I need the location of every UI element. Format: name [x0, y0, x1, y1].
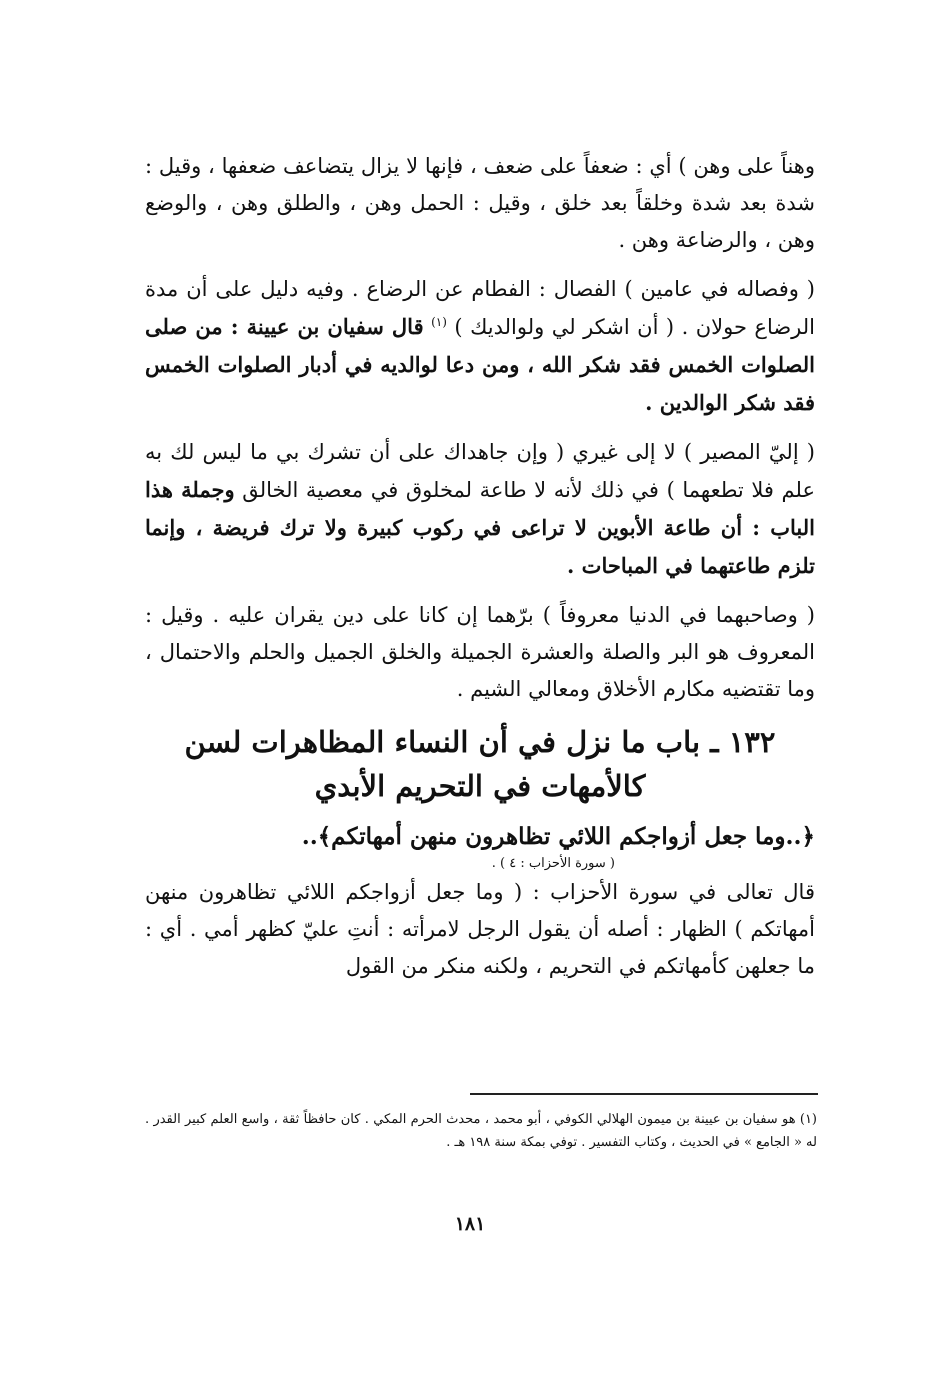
paragraph-2-bold: قال سفيان بن عيينة : من صلى الصلوات الخمس فقد شكر الله ، ومن دعا لوالديه في أدبار الصلوات الخمس فقد شكر الوالدين . — [145, 314, 815, 415]
footnote: (١) هو سفيان بن عيينة بن ميمون الهلالي الكوفي ، أبو محمد ، محدث الحرم المكي . كان حافظاً ثقة ، واسع العلم كبير القدر . له « الجامع » في الحديث ، وكتاب التفسير . توفي بمكة سنة ١٩٨ هـ . — [145, 1112, 817, 1150]
page-body — [145, 148, 815, 985]
final-paragraph: قال تعالى في سورة الأحزاب : ( وما جعل أزواجكم اللائي تظاهرون منهن أمهاتكم ) الظهار : أصله أن يقول الرجل لامرأته : أنتِ عليّ كظهر أمي . أي : ما جعلهن كأمهاتكم في التحريم ، ولكنه منكر من القول — [145, 880, 815, 978]
quran-reference: ( سورة الأحزاب : ٤ ) . — [491, 856, 615, 871]
page-number: ١٨١ — [454, 1213, 486, 1235]
paragraph-4-text: ( وصاحبهما في الدنيا معروفاً ) برّهما إن كانا على دين يقران عليه . وقيل : المعروف هو البر والصلة والعشرة الجميلة والخلق الجميل والحلم والاحتمال ، وما تقتضيه مكارم الأخلاق ومعالي الشيم . — [145, 603, 815, 701]
paragraph-4 — [145, 597, 815, 708]
footnote-divider — [470, 1093, 818, 1095]
chapter-title: ١٣٢ ـ باب ما نزل في أن النساء المظاهرات لسن كالأمهات في التحريم الأبدي — [184, 725, 776, 803]
footnote-marker[interactable]: (١) — [431, 315, 447, 329]
paragraph-3 — [145, 434, 815, 585]
paragraph-2 — [145, 271, 815, 422]
paragraph-1 — [145, 148, 815, 259]
paragraph-3-text: ( إليّ المصير ) لا إلى غيري ( وإن جاهداك على أن تشرك بي ما ليس لك به علم فلا تطعهما ) في ذلك لأنه لا طاعة لمخلوق في معصية الخالق — [145, 440, 815, 502]
paragraph-1-text: وهناً على وهن ) أي : ضعفاً على ضعف ، فإنها لا يزال يتضاعف ضعفها ، وقيل : شدة بعد شدة وخلقاً بعد خلق ، وقيل : الحمل وهن ، والطلق وهن ، والوضع وهن ، والرضاعة وهن . — [145, 154, 815, 252]
paragraph-2-text: ( وفصاله في عامين ) الفصال : الفطام عن الرضاع . وفيه دليل على أن مدة الرضاع حولان . ( أن اشكر لي ولوالديك ) — [145, 277, 815, 339]
paragraph-3-bold: وجملة هذا الباب : أن طاعة الأبوين لا تراعى في ركوب كبيرة ولا ترك فريضة ، وإنما تلزم طاعتهما في المباحات . — [145, 477, 815, 578]
quran-verse: ﴿..وما جعل أزواجكم اللائي تظاهرون منهن أمهاتكم﴾.. — [301, 823, 815, 850]
